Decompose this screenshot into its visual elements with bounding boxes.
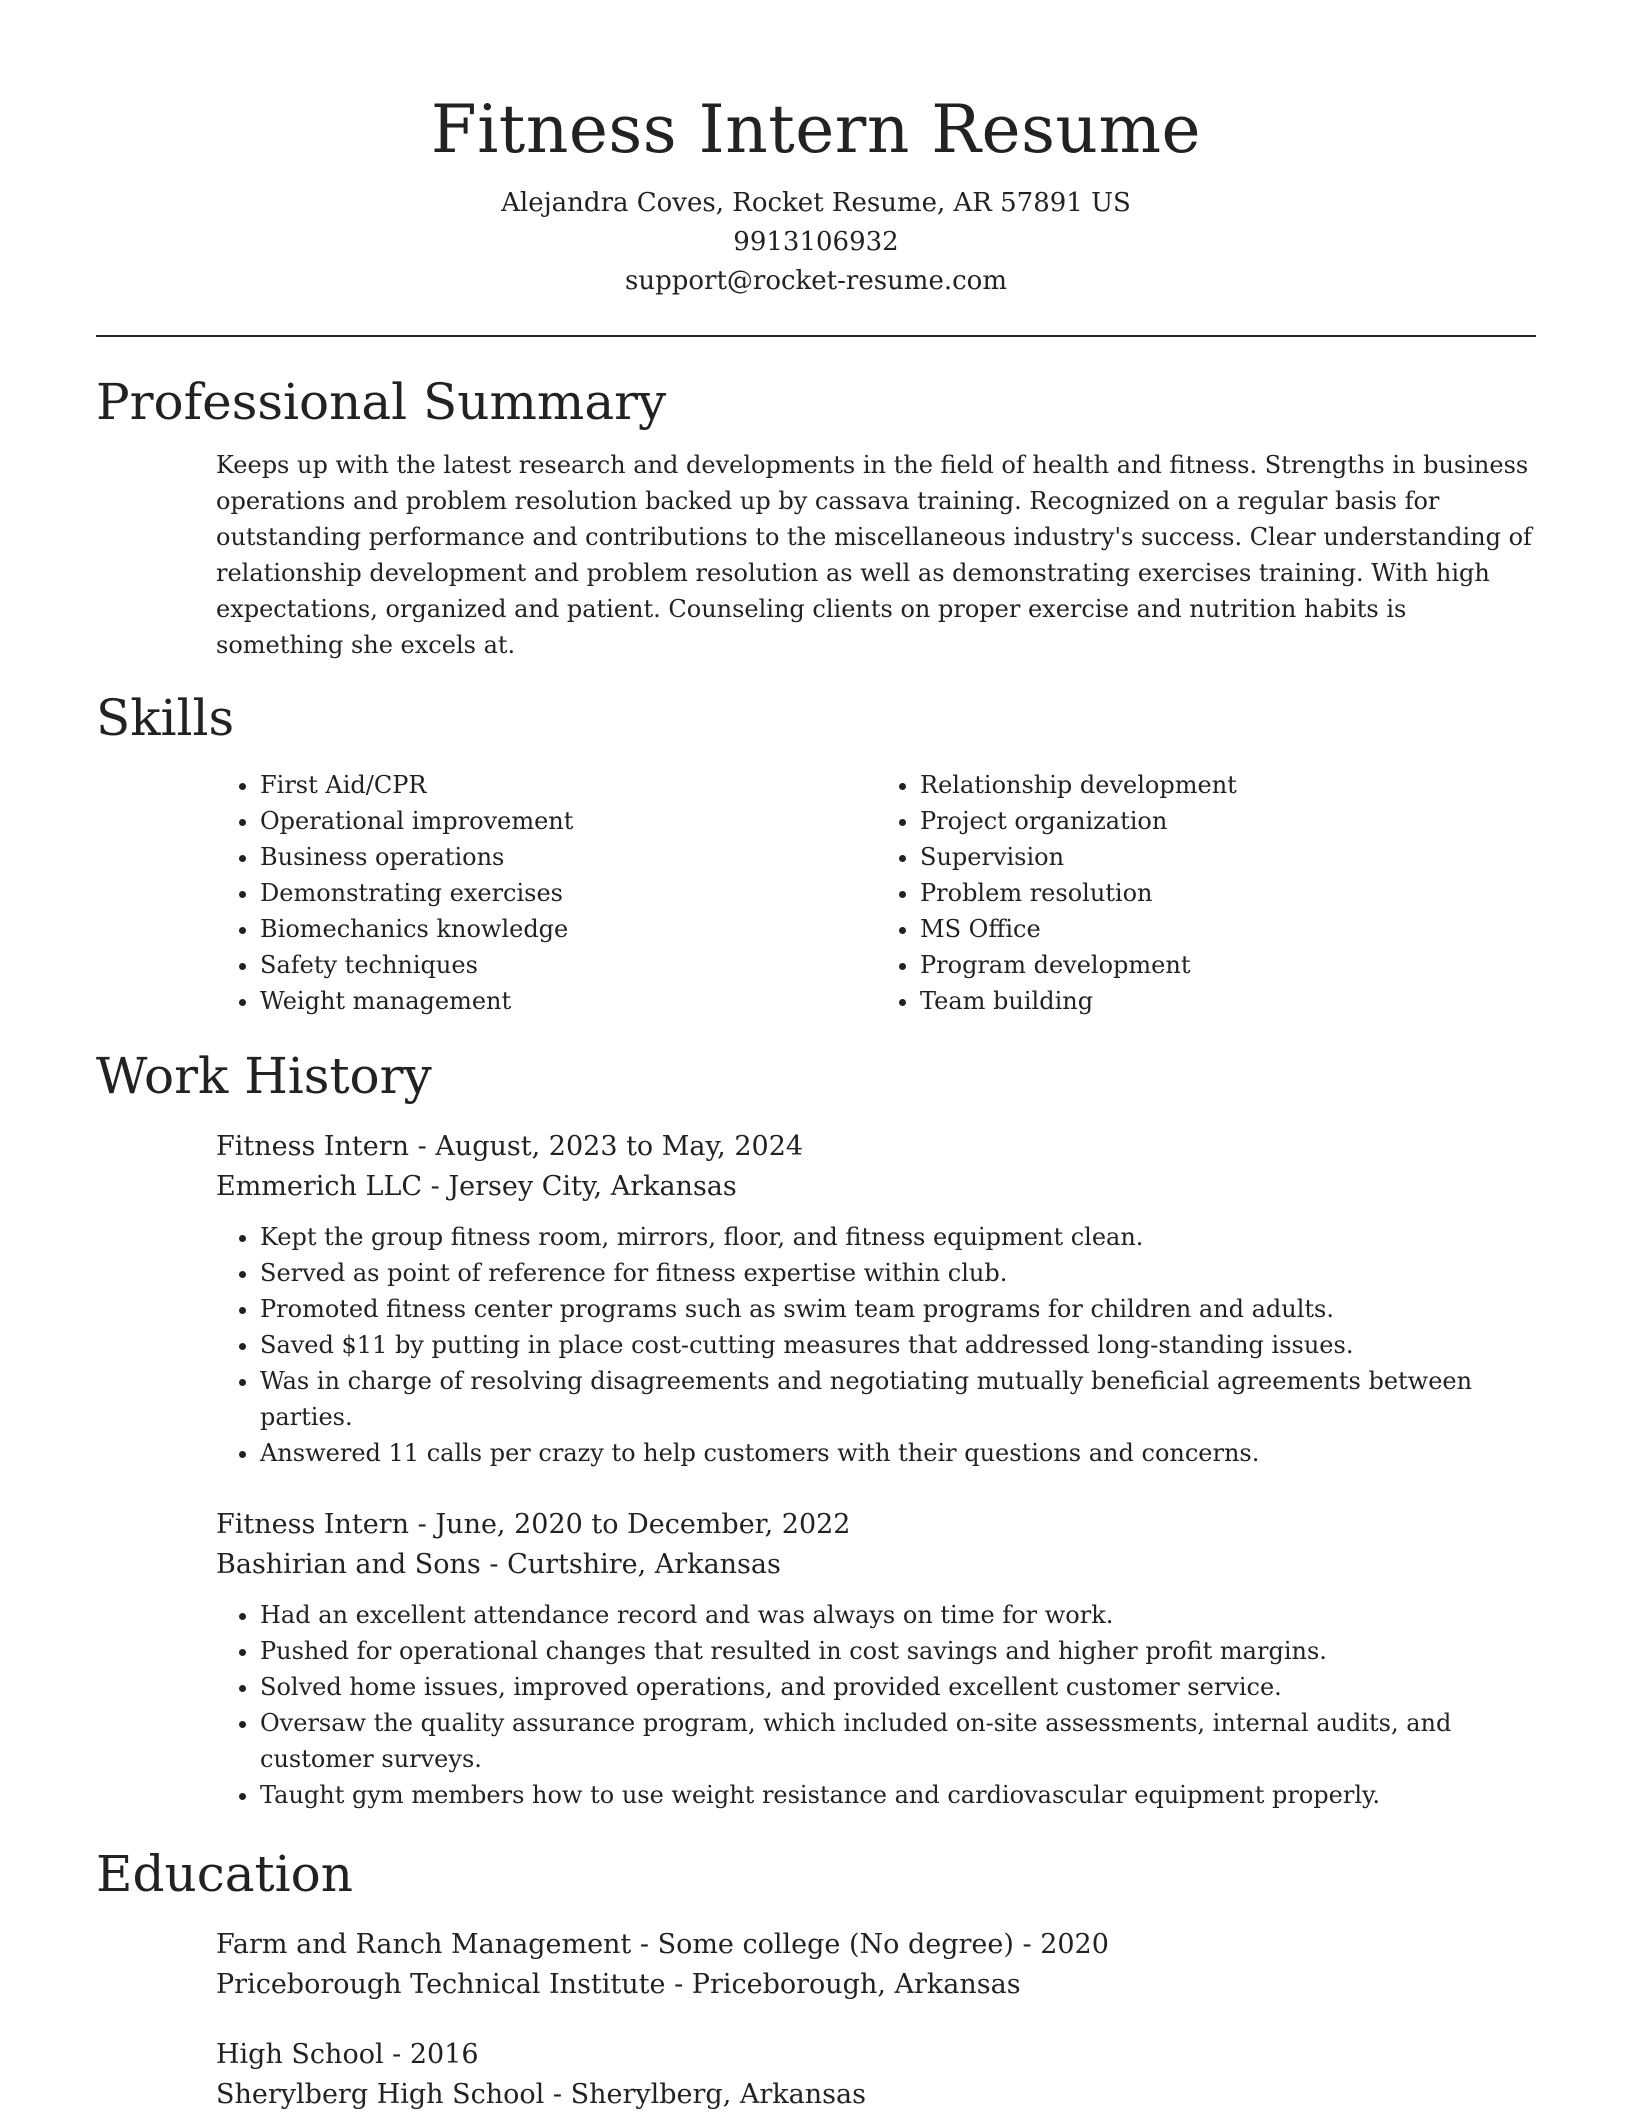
summary-text: Keeps up with the latest research and developments in the field of health and fitness. Strengths in business operations and problem resolution backed up by cassava training. Recognized on a regular basis for outstanding performance and contributions to the miscellaneous industry's success. Clear understanding of relationship development and problem resolution as well as demonstrating exercises training. With high expectations, organized and patient. Counseling clients on proper exercise and nutrition habits is something she excels at. — [216, 451, 1532, 659]
skill-item: • Safety techniques — [260, 947, 876, 983]
skills-heading: Skills — [96, 689, 235, 747]
work-history-heading: Work History — [96, 1047, 432, 1105]
job-bullet: • Taught gym members how to use weight resistance and cardiovascular equipment properly. — [260, 1777, 1536, 1813]
resume-title: Fitness Intern Resume — [430, 91, 1202, 168]
job-company-line — [216, 1545, 1536, 1585]
education-entry — [216, 2035, 1536, 2115]
work-history-section — [96, 1041, 1536, 1813]
skill-item: • Weight management — [260, 983, 876, 1019]
job-title-line — [216, 1127, 1536, 1167]
skills-section — [96, 683, 1536, 1019]
job-bullet: • Had an excellent attendance record and was always on time for work. — [260, 1597, 1536, 1633]
education-year: - 2020 — [1013, 1929, 1109, 1960]
skills-grid — [216, 767, 1536, 1019]
skill-item: • Team building — [920, 983, 1536, 1019]
job-location: - Curtshire, Arkansas — [480, 1549, 781, 1580]
skill-item: • MS Office — [920, 911, 1536, 947]
skill-item: • Supervision — [920, 839, 1536, 875]
job-bullets — [216, 1597, 1536, 1813]
education-program-line — [216, 1925, 1536, 1965]
education-school-line — [216, 2075, 1536, 2115]
job-title-line — [216, 1505, 1536, 1545]
job-company: Emmerich LLC — [216, 1171, 423, 1202]
education-section — [96, 1839, 1536, 2115]
job-title: Fitness Intern — [216, 1509, 410, 1540]
contact-phone: 9913106932 — [733, 227, 899, 257]
job-location: - Jersey City, Arkansas — [422, 1171, 737, 1202]
skill-item: • Project organization — [920, 803, 1536, 839]
job-bullets — [216, 1219, 1536, 1471]
resume-header — [96, 0, 1536, 301]
skill-item: • Biomechanics knowledge — [260, 911, 876, 947]
job-bullet: • Saved $11 by putting in place cost-cutting measures that addressed long-standing issues. — [260, 1327, 1536, 1363]
job-dates: - June, 2020 to December, 2022 — [409, 1509, 851, 1540]
summary-section — [96, 367, 1536, 663]
education-entry — [216, 1925, 1536, 2005]
job-dates: - August, 2023 to May, 2024 — [409, 1131, 804, 1162]
education-heading: Education — [96, 1845, 353, 1903]
job-bullet: • Answered 11 calls per crazy to help customers with their questions and concerns. — [260, 1435, 1536, 1471]
job-bullet: • Oversaw the quality assurance program, which included on-site assessments, internal audits, and customer surveys. — [260, 1705, 1536, 1777]
job-title: Fitness Intern — [216, 1131, 410, 1162]
education-school-line — [216, 1965, 1536, 2005]
skill-item: • Problem resolution — [920, 875, 1536, 911]
education-program: Farm and Ranch Management - Some college (No degree) — [216, 1929, 1014, 1960]
skills-list-left — [216, 767, 876, 1019]
education-location: - Priceborough, Arkansas — [665, 1969, 1021, 2000]
skill-item: • Business operations — [260, 839, 876, 875]
job-bullet: • Kept the group fitness room, mirrors, floor, and fitness equipment clean. — [260, 1219, 1536, 1255]
job-bullet: • Solved home issues, improved operations, and provided excellent customer service. — [260, 1669, 1536, 1705]
skill-item: • Demonstrating exercises — [260, 875, 876, 911]
skill-item: • Program development — [920, 947, 1536, 983]
contact-email: support@rocket-resume.com — [624, 266, 1007, 296]
summary-heading: Professional Summary — [96, 373, 667, 431]
education-school: Sherylberg High School — [216, 2079, 545, 2110]
skill-item: • Relationship development — [920, 767, 1536, 803]
job-bullet: • Was in charge of resolving disagreements and negotiating mutually beneficial agreements between parties. — [260, 1363, 1536, 1435]
contact-info — [96, 184, 1536, 301]
resume-page — [96, 0, 1536, 2115]
job-bullet: • Served as point of reference for fitness expertise within club. — [260, 1255, 1536, 1291]
skill-item: • First Aid/CPR — [260, 767, 876, 803]
job-company: Bashirian and Sons — [216, 1549, 481, 1580]
education-location: - Sherylberg, Arkansas — [544, 2079, 866, 2110]
education-program: High School — [216, 2039, 384, 2070]
job-bullet: • Promoted fitness center programs such as swim team programs for children and adults. — [260, 1291, 1536, 1327]
job-company-line — [216, 1167, 1536, 1207]
skills-list-right — [876, 767, 1536, 1019]
job-entry — [216, 1127, 1536, 1471]
education-program-line — [216, 2035, 1536, 2075]
job-entry — [216, 1505, 1536, 1813]
contact-address: Alejandra Coves, Rocket Resume, AR 57891 US — [501, 188, 1131, 218]
education-year: - 2016 — [383, 2039, 479, 2070]
header-divider — [96, 335, 1536, 337]
education-school: Priceborough Technical Institute — [216, 1969, 666, 2000]
skill-item: • Operational improvement — [260, 803, 876, 839]
job-bullet: • Pushed for operational changes that resulted in cost savings and higher profit margins. — [260, 1633, 1536, 1669]
